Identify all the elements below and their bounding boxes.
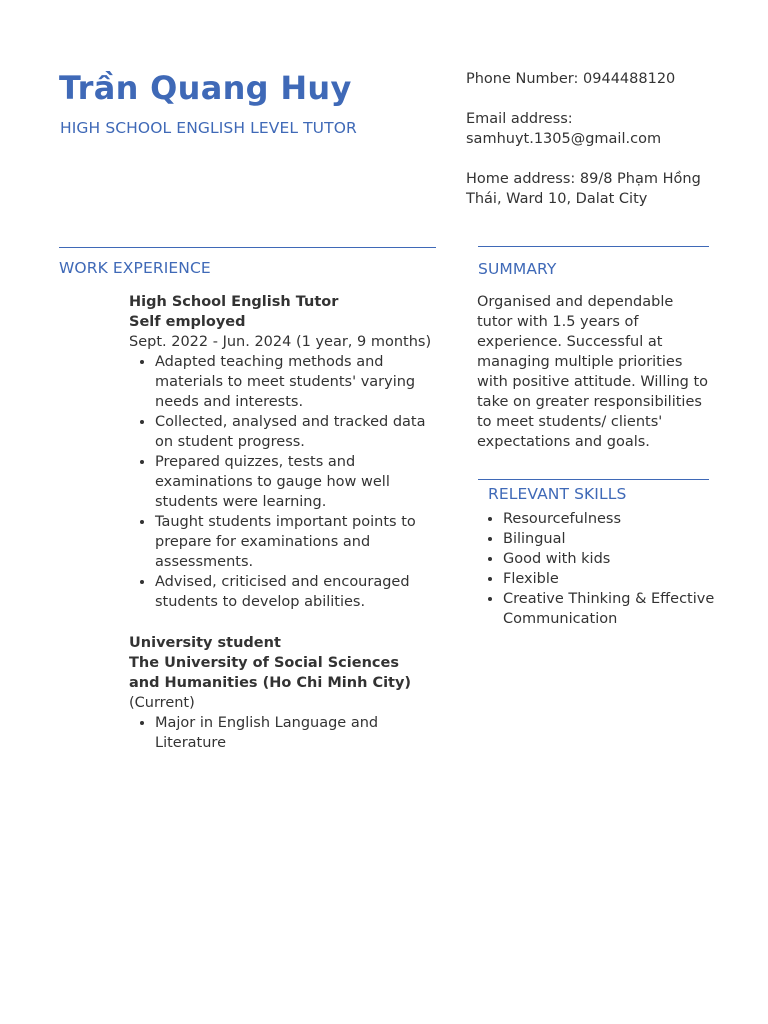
list-item: • Taught students important points to prepare for examinations and assessments.: [155, 512, 439, 572]
job-title-text: High School English Tutor: [129, 294, 339, 310]
skill-item: • Bilingual: [503, 529, 717, 549]
education-bullets: [129, 713, 429, 753]
list-item: • Advised, criticised and encouraged students to develop abilities.: [155, 572, 439, 612]
skill-item: • Creative Thinking & Effective Communication: [503, 589, 717, 629]
list-item: • Collected, analysed and tracked data on student progress.: [155, 412, 439, 452]
skills-list-block: [477, 509, 717, 629]
email-address[interactable]: samhuyt.1305@gmail.com: [466, 131, 662, 147]
skill-item: • Resourcefulness: [503, 509, 717, 529]
email-block: [466, 109, 716, 149]
education-status: (Current): [129, 695, 195, 711]
skills-heading: RELEVANT SKILLS: [488, 485, 627, 503]
job-entry: [129, 292, 439, 612]
list-item: • Major in English Language and Literature: [155, 713, 429, 753]
work-divider: [59, 247, 436, 248]
summary-divider: [478, 246, 709, 247]
list-item: • Prepared quizzes, tests and examinations to gauge how well students were learning.: [155, 452, 439, 512]
job-title: HIGH SCHOOL ENGLISH LEVEL TUTOR: [60, 119, 357, 137]
skill-item: • Good with kids: [503, 549, 717, 569]
candidate-name: Trần Quang Huy: [59, 69, 352, 107]
phone-number: Phone Number: 0944488120: [466, 71, 676, 87]
home-address: Home address: 89/8 Phạm Hồng Thái, Ward 10, Dalat City: [466, 171, 701, 207]
job-bullets: [129, 352, 439, 612]
education-entry: [129, 633, 429, 753]
job-employer: Self employed: [129, 314, 246, 330]
skill-item: • Flexible: [503, 569, 717, 589]
list-item: • Adapted teaching methods and materials to meet students' varying needs and interests.: [155, 352, 439, 412]
email-label: Email address:: [466, 111, 573, 127]
work-experience-heading: WORK EXPERIENCE: [59, 259, 211, 277]
summary-heading: SUMMARY: [478, 260, 557, 278]
job-dates: Sept. 2022 - Jun. 2024 (1 year, 9 months): [129, 334, 432, 350]
education-school: The University of Social Sciences and Humanities (Ho Chi Minh City): [129, 655, 412, 691]
summary-text: Organised and dependable tutor with 1.5 years of experience. Successful at managing multiple priorities with positive attitude. Willing to take on greater responsibilities to meet students/ clients' expectations and goals.: [477, 294, 709, 450]
skills-divider: [478, 479, 709, 480]
skills-list: [477, 509, 717, 629]
contact-block: [466, 69, 716, 229]
education-title: University student: [129, 635, 281, 651]
